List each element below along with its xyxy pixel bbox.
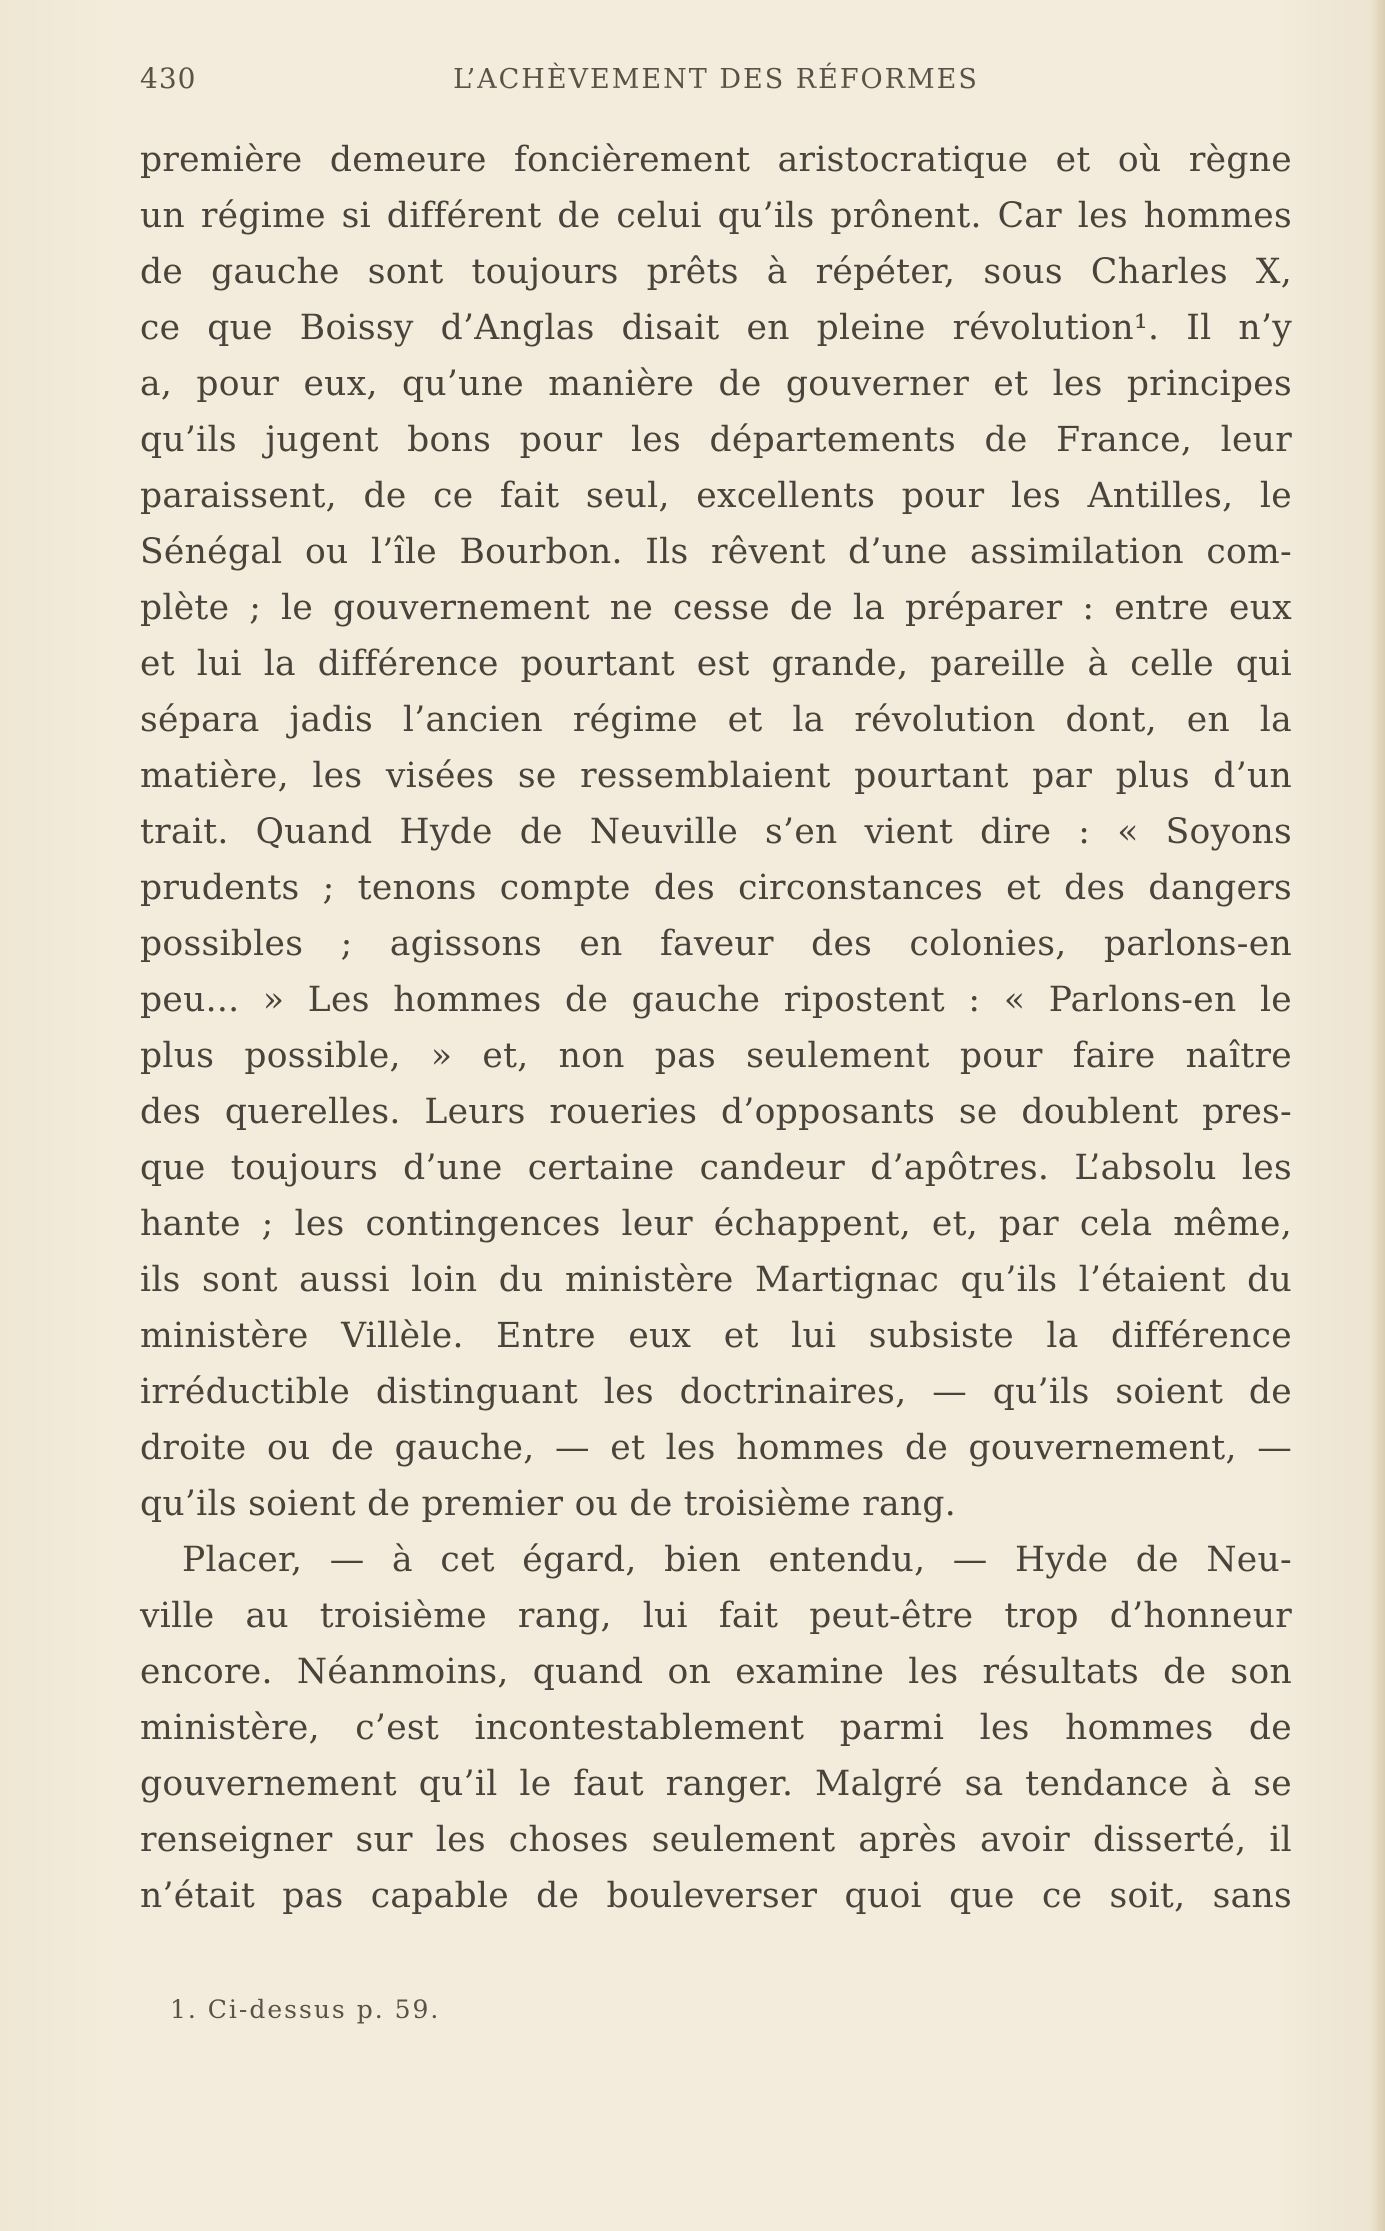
footnote: 1. Ci-dessus p. 59. [170, 1995, 441, 2024]
text-line: trait. Quand Hyde de Neuville s’en vient dire : « Soyons [140, 812, 1292, 852]
text-line: plus possible, » et, non pas seulement pour faire naître [140, 1036, 1292, 1076]
text-line: gouvernement qu’il le faut ranger. Malgré sa tendance à se [140, 1764, 1292, 1804]
text-line: et lui la différence pourtant est grande, pareille à celle qui [140, 644, 1292, 684]
text-line: ce que Boissy d’Anglas disait en pleine révolution¹. Il n’y [140, 308, 1292, 348]
text-line: paraissent, de ce fait seul, excellents pour les Antilles, le [140, 476, 1292, 516]
text-line: matière, les visées se ressemblaient pourtant par plus d’un [140, 756, 1292, 796]
text-line: première demeure foncièrement aristocratique et où règne [140, 140, 1292, 180]
text-line: ministère Villèle. Entre eux et lui subsiste la différence [140, 1316, 1292, 1356]
text-line: de gauche sont toujours prêts à répéter, sous Charles X, [140, 252, 1292, 292]
text-line: hante ; les contingences leur échappent, et, par cela même, [140, 1204, 1292, 1244]
text-line: droite ou de gauche, — et les hommes de gouvernement, — [140, 1428, 1292, 1468]
text-line: encore. Néanmoins, quand on examine les résultats de son [140, 1652, 1292, 1692]
page-number: 430 [140, 62, 197, 95]
text-line: Sénégal ou l’île Bourbon. Ils rêvent d’une assimilation com- [140, 532, 1292, 572]
text-line: ministère, c’est incontestablement parmi les hommes de [140, 1708, 1292, 1748]
running-header [140, 62, 1292, 106]
text-line: n’était pas capable de bouleverser quoi que ce soit, sans [140, 1876, 1292, 1916]
text-line: des querelles. Leurs roueries d’opposants se doublent pres- [140, 1092, 1292, 1132]
paragraph-end-line: qu’ils soient de premier ou de troisième rang. [140, 1484, 957, 1524]
text-line: un régime si différent de celui qu’ils prônent. Car les hommes [140, 196, 1292, 236]
running-title: L’ACHÈVEMENT DES RÉFORMES [453, 64, 979, 95]
text-line: ils sont aussi loin du ministère Martignac qu’ils l’étaient du [140, 1260, 1292, 1300]
text-line: qu’ils jugent bons pour les départements de France, leur [140, 420, 1292, 460]
text-line: que toujours d’une certaine candeur d’apôtres. L’absolu les [140, 1148, 1292, 1188]
paragraph-start-line: Placer, — à cet égard, bien entendu, — Hyde de Neu- [182, 1540, 1292, 1580]
text-line: ville au troisième rang, lui fait peut-être trop d’honneur [140, 1596, 1292, 1636]
text-line: prudents ; tenons compte des circonstances et des dangers [140, 868, 1292, 908]
text-line: a, pour eux, qu’une manière de gouverner et les principes [140, 364, 1292, 404]
page-edge [1371, 0, 1385, 2231]
text-line: possibles ; agissons en faveur des colonies, parlons-en [140, 924, 1292, 964]
text-line: irréductible distinguant les doctrinaires, — qu’ils soient de [140, 1372, 1292, 1412]
text-line: renseigner sur les choses seulement après avoir disserté, il [140, 1820, 1292, 1860]
text-line: plète ; le gouvernement ne cesse de la préparer : entre eux [140, 588, 1292, 628]
text-line: peu... » Les hommes de gauche ripostent : « Parlons-en le [140, 980, 1292, 1020]
body-text [140, 132, 1292, 1924]
text-line: sépara jadis l’ancien régime et la révolution dont, en la [140, 700, 1292, 740]
